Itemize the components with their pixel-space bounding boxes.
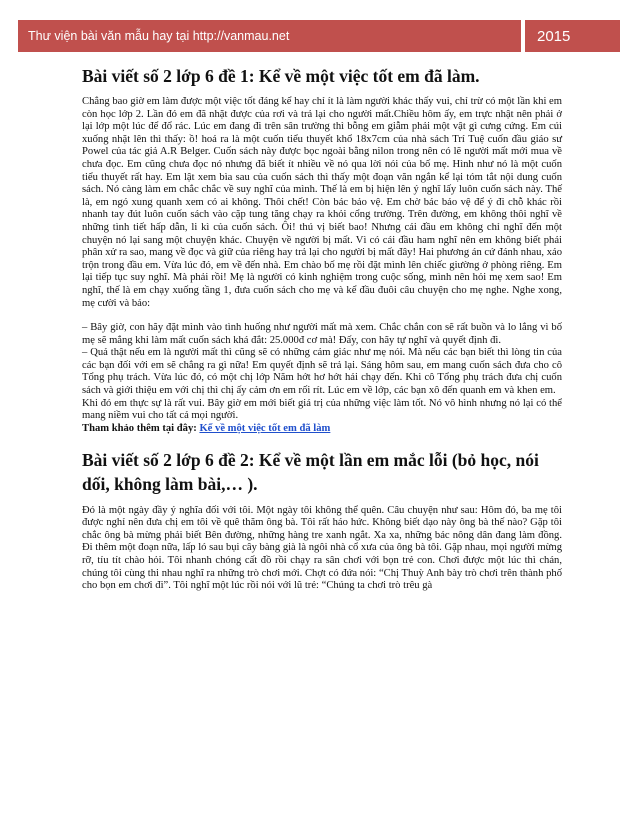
article-2-body: Đó là một ngày đầy ý nghĩa đối với tôi. Một ngày tôi không thể quên. Câu chuyện như sau: Hôm đó, ba mẹ tôi được nghỉ nên đưa chị em tôi về quê thăm ông bà. Tôi rất háo hức. Không biết dạo này ông bà thế nào? Gặp tôi chắc ông bà mừng phải biết Bên đường, những hàng tre xanh ngắt. Xa xa, những bác nông dân đang làm đồng. Đi thêm một đoạn nữa, lấp ló sau bụi cây bàng già là ngôi nhà cổ xưa của ông bà tôi. Gặp nhau, mọi người mừng rỡ, tíu tít chào hỏi. Tôi nhanh chóng cất đồ rồi chạy ra sân chơi với bọn trẻ con. Chơi được một lúc thì chán, chúng tôi cùng thi nhau nghĩ ra những trò chơi mới. Chợt có đứa nói: “Chị Thuỳ Anh bày trò chơi trên thành phố cho bọn em chơi đi”. Tôi nghĩ một lúc rồi nói với lũ trẻ: “Chúng ta chơi trò trêu gà — [82, 504, 562, 592]
article-1-quote-2: – Quả thật nếu em là người mất thì cũng sẽ có những cảm giác như mẹ nói. Mà nếu các bạn biết thì lòng tin của các bạn đối với em sẽ chẳng ra gì nữa! Em quyết định sẽ trả lại. Sáng hôm sau, em mang cuốn sách đưa cho cô Tổng phụ trách. Vừa lúc đó, có một chị lớp Năm hớt hơ hớt hải chạy đến. Khi cô Tổng phụ trách đưa chị cuốn sách và giới thiệu em với chị thì chị ấy cảm ơn em rối rít. Lúc em về lớp, các bạn xô đến quanh em và khen em. — [82, 347, 562, 397]
year-text: 2015 — [537, 27, 571, 45]
page-header — [18, 20, 620, 52]
document-body — [82, 66, 562, 593]
article-1-quote-1: – Bây giờ, con hãy đặt mình vào tình huống như người mất mà xem. Chắc chắn con sẽ rất buồn và lo lắng vì bố mẹ sẽ mắng khi làm mất cuốn sách khá đắt: 25.000đ cơ mà! Đấy, con hãy tự nghĩ và quyết định đi. — [82, 322, 562, 346]
site-banner-text: Thư viện bài văn mẫu hay tại http://vanmau.net — [28, 29, 290, 43]
reference-link[interactable]: Kể về một việc tốt em đã làm — [199, 422, 331, 434]
reference-line — [82, 423, 562, 436]
site-banner — [18, 20, 521, 52]
article-2-title: Bài viết số 2 lớp 6 đề 2: Kể về một lần em mắc lỗi (bỏ học, nói dối, không làm bài,… ). — [82, 450, 539, 495]
reference-label: Tham khảo thêm tại đây: — [82, 422, 197, 434]
article-1-title: Bài viết số 2 lớp 6 đề 1: Kể về một việc tốt em đã làm. — [82, 66, 480, 86]
year-badge — [525, 20, 620, 52]
article-1-body: Chẳng bao giờ em làm được một việc tốt đáng kể hay chỉ ít là làm người khác thấy vui, chỉ trừ có một lần khi em còn học lớp 2. Lần đó em đã nhặt được của rơi và trả lại cho người mất.Chiều hôm ấy, em trực nhật nên phải ở lại lớp một lúc để đổ rác. Lúc em đang đi trên sân trường thì bỗng em giẫm phải một vật gì cưng cứng. Em cúi xuống nhặt lên thì thấy: ồ! hoá ra là một cuốn tiểu thuyết khổ 18x7cm của nhà sách Trí Tuệ cuốn đầu giáo sư Powel của tác giả A.R Belger. Cuốn sách này được bọc ngoài bằng nilon trong nên có lẽ người mất mới mua về chưa đọc. Em cũng chưa đọc nó nhưng đã biết ít nhiều về nó qua lời nói của bố mẹ. Hình như nó là một cuốn tiểu thuyết rất hay. Em lật xem bìa sau của cuốn sách thì thấy một đoạn văn ngắn kể lại tóm tắt nội dung cuốn sách. Nó càng làm em chắc chắc về suy nghĩ của mình. Thế là em bị hiện lên ý nghĩ lấy luôn cuốn sách này. Thế là, em ngó xung quanh xem có ai không. Thôi chết! Còn bác bảo vệ. Em chờ bác bảo vệ để ý đi chỗ khác rồi nhanh tay đút luôn cuốn sách vào cặp tung tăng chạy ra khỏi cổng trường. Trên đường, em không thôi nghĩ về những tình tiết hấp dẫn, li kì của cuốn sách. Ôi! thú vị biết bao! Nhưng cái đầu em không chỉ nghĩ đến một chuyện nó lại sang một chuyện khác. Chuyện về người bị mất. Vì có cái đầu ham nghĩ nên em không biết phải phân xử ra sao, mang về đọc và giữ của riêng hay trả lại cho người bị mất đây! Hai phương án cứ đánh nhau, xáo trộn trong đầu em. Vừa lúc đó, em về đến nhà. Em chào bố mẹ rồi đặt mình lên chiếc giường ở phòng riêng. Em lại tiếp tục suy nghĩ. Mà phải rồi! Mẹ là người có kinh nghiệm trong cuộc sống, mình nên hỏi mẹ xem sao! Em nghĩ, thế là em chạy xuống tầng 1, đưa cuốn sách cho mẹ và kể đầu đuôi câu chuyện cho mẹ nghe. Nghe xong, mẹ cười và bảo: — [82, 96, 562, 309]
article-1-closing: Khi đó em thực sự là rất vui. Bây giờ em mới biết giá trị của những việc làm tốt. Nó vô hình nhưng nó lại có thể mang niềm vui cho tất cả mọi người. — [82, 397, 562, 422]
